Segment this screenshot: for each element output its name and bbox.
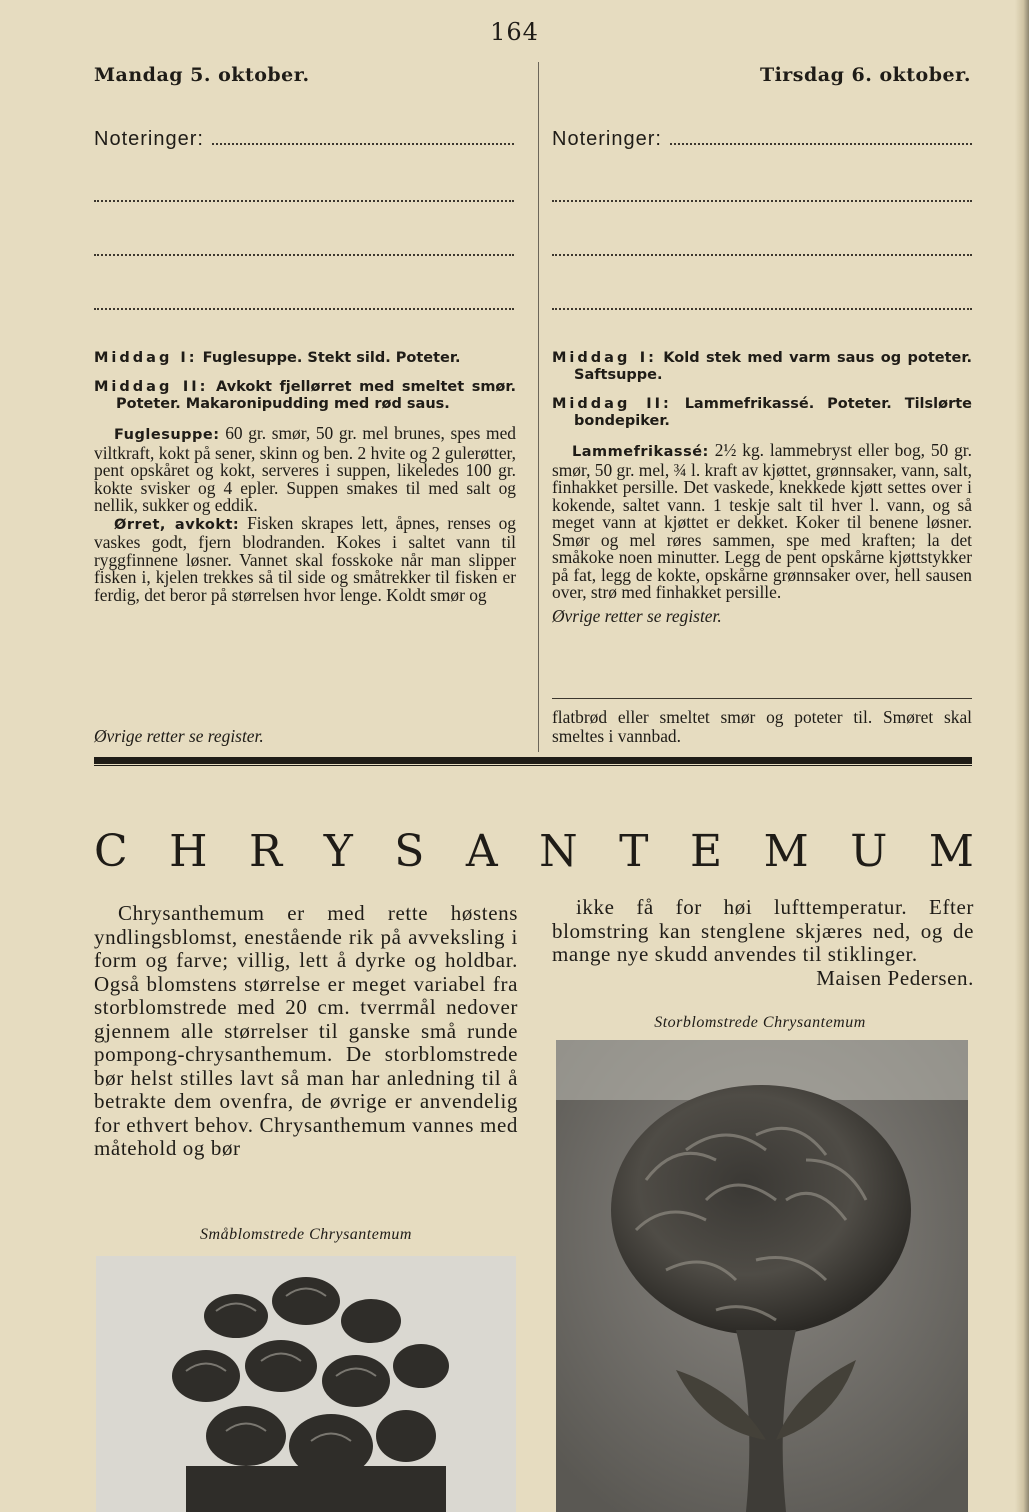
- dinner-label: Middag I:: [94, 350, 198, 366]
- recipe-title: Fuglesuppe:: [114, 427, 220, 443]
- monday-other-dishes: Øvrige retter se register.: [94, 726, 264, 746]
- dotted-line: [670, 131, 972, 145]
- dinner-label: Middag I:: [552, 350, 657, 366]
- dinner-text: Fuglesuppe. Stekt sild. Poteter.: [202, 350, 461, 366]
- monday-header: Mandag 5. oktober.: [94, 64, 310, 86]
- dotted-line: [552, 254, 972, 256]
- dotted-line: [552, 308, 972, 310]
- title-letter: H: [169, 826, 208, 877]
- notes-label: Noteringer:: [552, 128, 662, 150]
- article-column-1: [94, 902, 518, 1161]
- dotted-line: [94, 254, 514, 256]
- article-column-2: [552, 896, 974, 990]
- page-edge: [1015, 0, 1029, 1512]
- notes-label: Noteringer:: [94, 128, 204, 150]
- title-letter: A: [465, 826, 498, 877]
- photo-caption-left: Småblomstrede Chrysantemum: [200, 1226, 412, 1243]
- tuesday-recipes: [552, 442, 972, 625]
- article-title: [94, 826, 974, 877]
- tuesday-dinner-2: [552, 396, 972, 430]
- title-letter: U: [850, 826, 888, 877]
- monday-menu: [94, 350, 516, 604]
- title-letter: T: [619, 826, 649, 877]
- article-text: ikke få for høi lufttemperatur. Efter blomstring kan stenglene skjæres ned, og de mange nye skudd anvendes til stiklinger.: [552, 895, 974, 966]
- title-letter: E: [690, 826, 723, 877]
- article-text: Chrysanthemum er med rette høstens yndlingsblomst, enestående rik på avveksling i form og farve; villig, lett å dyrke og holdbar. Også blomstens størrelse er meget variabel fra storblomstrede med 20 cm. tverrmål nedover gjennem alle størrelser til ganske små runde pompong-chrysanthemum. De storblomstrede bør helst stilles lavt så man har anledning til å betrakte dem ovenfra, de øvrige er anvendelig for ethvert behov. Chrysanthemum vannes med måtehold og bør: [94, 901, 518, 1160]
- title-letter: M: [928, 826, 974, 877]
- dinner-label: Middag II:: [94, 379, 209, 395]
- dinner-text: Lammefrikassé. Poteter. Tilslørte bondepiker.: [574, 396, 972, 429]
- column-divider: [538, 62, 539, 752]
- title-letter: M: [763, 826, 809, 877]
- page-number: 164: [490, 18, 539, 46]
- monday-continuation: flatbrød eller smeltet smør og poteter til. Smøret skal smeltes i vannbad.: [552, 707, 972, 746]
- dotted-line: [212, 131, 514, 145]
- dotted-line: [94, 308, 514, 310]
- dinner-label: Middag II:: [552, 396, 672, 412]
- monday-dinner-1: [94, 350, 516, 367]
- article-author: Maisen Pedersen.: [816, 965, 974, 990]
- monday-recipes: [94, 425, 516, 604]
- small-chrysanthemum-photo: [96, 1256, 516, 1512]
- title-letter: C: [94, 826, 128, 877]
- dinner-text: Kold stek med varm saus og poteter. Saftsuppe.: [574, 350, 972, 383]
- recipe-text: 2½ kg. lammebryst eller bog, 50 gr. smør, 50 gr. mel, ¾ l. kraft av kjøttet, grønnsaker, vann, salt, finhakket persille. Det vaskede, knekkede kjøtt settes over i kokende, saltet vann. 1 teskje salt til hver l. vann, og så meget vann at kjøttet er dekket. Koker til benene løsner. Smør og mel røres sammen, spe med kraften; la det småkoke noen minutter. Legg de pent opskårne kjøttstykker på fat, legg de kokte, opskårne grønnsaker over, hell sausen over, strø med finhakket persille.: [552, 440, 972, 602]
- monday-notes: [94, 128, 514, 310]
- divider-rule: [552, 698, 972, 699]
- recipe-text: Fisken skrapes lett, åpnes, renses og vaskes godt, fjern blodranden. Kokes i saltet vann til ryggfinnene løsner. Vannet skal fosskoke når man slipper fisken i, kjelen trekkes så til side og småtrekker til fisken er ferdig, det beror på størrelsen hvor lenge. Koldt smør og: [94, 512, 516, 605]
- title-letter: R: [249, 826, 283, 877]
- dotted-line: [94, 200, 514, 202]
- photo-caption-right: Storblomstrede Chrysantemum: [654, 1014, 866, 1031]
- recipe-title: Ørret, avkokt:: [114, 516, 240, 533]
- tuesday-dinner-1: [552, 350, 972, 384]
- section-rule: [94, 757, 972, 764]
- tuesday-menu: [552, 350, 972, 625]
- dotted-line: [552, 200, 972, 202]
- large-chrysanthemum-photo: [556, 1040, 968, 1512]
- monday-dinner-2: [94, 379, 516, 413]
- tuesday-notes: [552, 128, 972, 310]
- title-letter: Y: [323, 826, 353, 877]
- title-letter: S: [394, 826, 425, 877]
- tuesday-header: Tirsdag 6. oktober.: [759, 64, 971, 86]
- recipe-title: Lammefrikassé:: [572, 444, 709, 460]
- tuesday-other-dishes: Øvrige retter se register.: [552, 605, 722, 626]
- dinner-text: Avkokt fjellørret med smeltet smør. Poteter. Makaronipudding med rød saus.: [116, 379, 516, 412]
- title-letter: N: [539, 826, 578, 877]
- recipe-text: 60 gr. smør, 50 gr. mel brunes, spes med viltkraft, kokt på sener, skinn og ben. 2 hvite og 2 gulerøtter, pent opskåret og kokt, serveres i suppen, likeledes 100 gr. kokte svisker og 4 epler. Suppen smakes til med salt og nellik, sukker og eddik.: [94, 423, 516, 515]
